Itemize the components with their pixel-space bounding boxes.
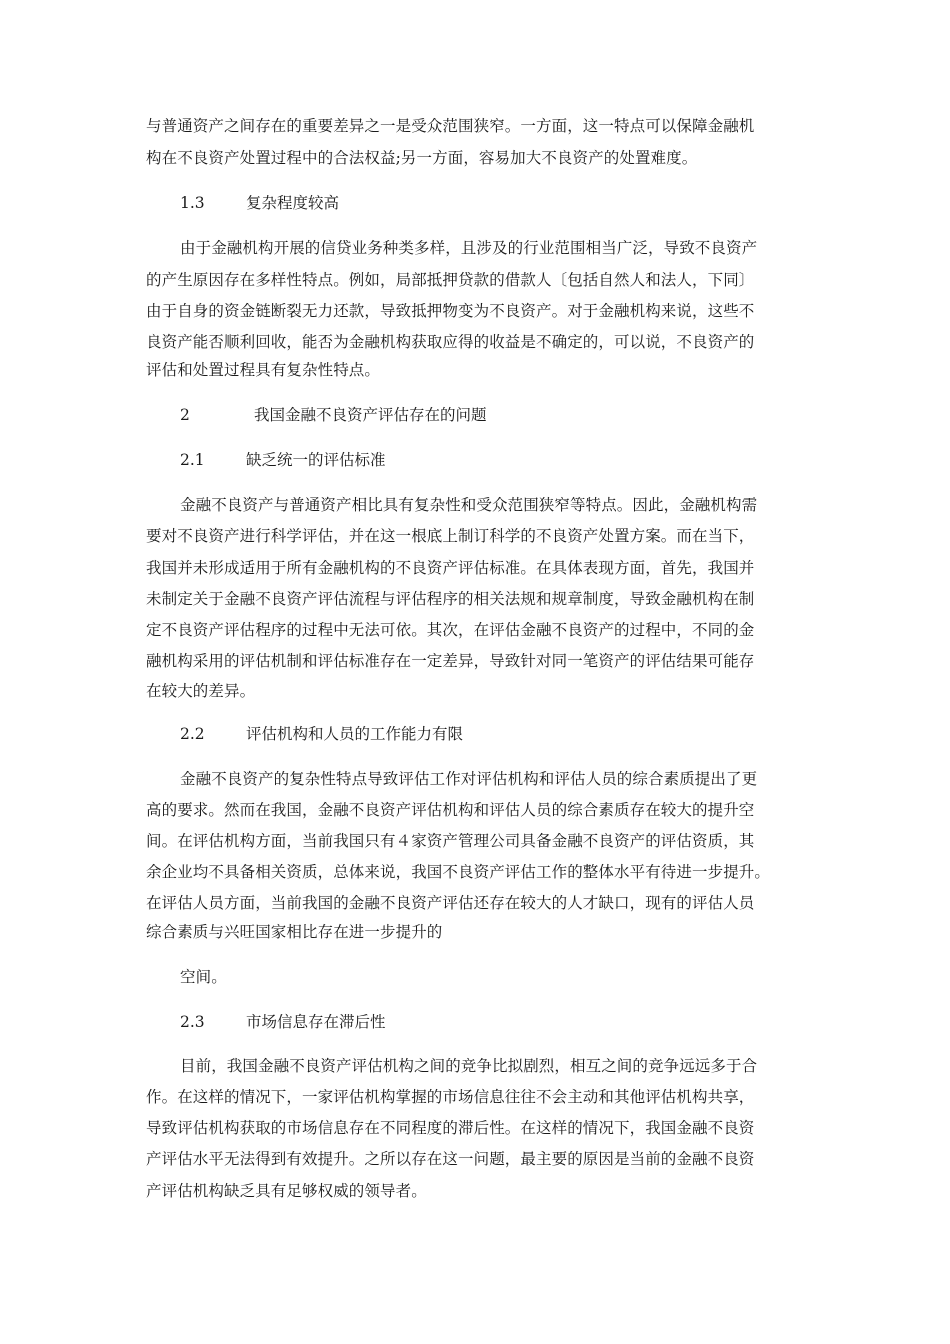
section-2-3-title: 市场信息存在滞后性 xyxy=(246,1013,386,1031)
s22-line-6: 综合素质与兴旺国家相比存在进一步提升的 xyxy=(146,923,443,941)
s21-line-3: 我国并未形成适用于所有金融机构的不良资产评估标准。在具体表现方面，首先，我国并 xyxy=(146,559,755,577)
section-2-3-number: 2.3 xyxy=(180,1013,205,1031)
s13-line-4: 良资产能否顺利回收，能否为金融机构获取应得的收益是不确定的，可以说，不良资产的 xyxy=(146,333,755,351)
section-1-3-number: 1.3 xyxy=(180,194,205,212)
s22-tail-line: 空间。 xyxy=(180,968,227,986)
s21-line-1: 金融不良资产与普通资产相比具有复杂性和受众范围狭窄等特点。因此，金融机构需 xyxy=(180,496,758,514)
s23-line-4: 产评估水平无法得到有效提升。之所以存在这一问题，最主要的原因是当前的金融不良资 xyxy=(146,1150,755,1168)
s13-line-2: 的产生原因存在多样性特点。例如，局部抵押贷款的借款人〔包括自然人和法人，下同〕 xyxy=(146,271,755,289)
intro-line-1: 与普通资产之间存在的重要差异之一是受众范围狭窄。一方面，这一特点可以保障金融机 xyxy=(146,117,755,135)
section-2-number: 2 xyxy=(180,406,190,424)
s22-line-3: 间。在评估机构方面，当前我国只有４家资产管理公司具备金融不良资产的评估资质，其 xyxy=(146,832,755,850)
section-2-2-number: 2.2 xyxy=(180,725,205,743)
s23-line-3: 导致评估机构获取的市场信息存在不同程度的滞后性。在这样的情况下，我国金融不良资 xyxy=(146,1119,755,1137)
s21-line-2: 要对不良资产进行科学评估，并在这一根底上制订科学的不良资产处置方案。而在当下， xyxy=(146,527,755,545)
s23-line-5: 产评估机构缺乏具有足够权威的领导者。 xyxy=(146,1182,427,1200)
s22-line-5: 在评估人员方面，当前我国的金融不良资产评估还存在较大的人才缺口，现有的评估人员 xyxy=(146,894,755,912)
s23-line-1: 目前，我国金融不良资产评估机构之间的竞争比拟剧烈，相互之间的竞争远远多于合 xyxy=(180,1057,758,1075)
s21-line-5: 定不良资产评估程序的过程中无法可依。其次，在评估金融不良资产的过程中，不同的金 xyxy=(146,621,755,639)
section-2-1-title: 缺乏统一的评估标准 xyxy=(246,451,386,469)
s23-line-2: 作。在这样的情况下，一家评估机构掌握的市场信息往往不会主动和其他评估机构共享， xyxy=(146,1088,755,1106)
s21-line-4: 未制定关于金融不良资产评估流程与评估程序的相关法规和规章制度，导致金融机构在制 xyxy=(146,590,755,608)
section-2-1-number: 2.1 xyxy=(180,451,205,469)
s22-line-2: 高的要求。然而在我国，金融不良资产评估机构和评估人员的综合素质存在较大的提升空 xyxy=(146,801,755,819)
s13-line-3: 由于自身的资金链断裂无力还款，导致抵押物变为不良资产。对于金融机构来说，这些不 xyxy=(146,302,755,320)
s22-line-4: 余企业均不具备相关资质，总体来说，我国不良资产评估工作的整体水平有待进一步提升。 xyxy=(146,863,771,881)
section-2-title: 我国金融不良资产评估存在的问题 xyxy=(254,406,487,424)
s21-line-6: 融机构采用的评估机制和评估标准存在一定差异，导致针对同一笔资产的评估结果可能存 xyxy=(146,652,755,670)
s13-line-5: 评估和处置过程具有复杂性特点。 xyxy=(146,361,381,379)
section-2-2-title: 评估机构和人员的工作能力有限 xyxy=(246,725,464,743)
section-1-3-title: 复杂程度较高 xyxy=(246,194,340,212)
intro-line-2: 构在不良资产处置过程中的合法权益;另一方面，容易加大不良资产的处置难度。 xyxy=(146,149,698,167)
s13-line-1: 由于金融机构开展的信贷业务种类多样，且涉及的行业范围相当广泛，导致不良资产 xyxy=(180,239,758,257)
s22-line-1: 金融不良资产的复杂性特点导致评估工作对评估机构和评估人员的综合素质提出了更 xyxy=(180,770,758,788)
s21-line-7: 在较大的差异。 xyxy=(146,682,256,700)
